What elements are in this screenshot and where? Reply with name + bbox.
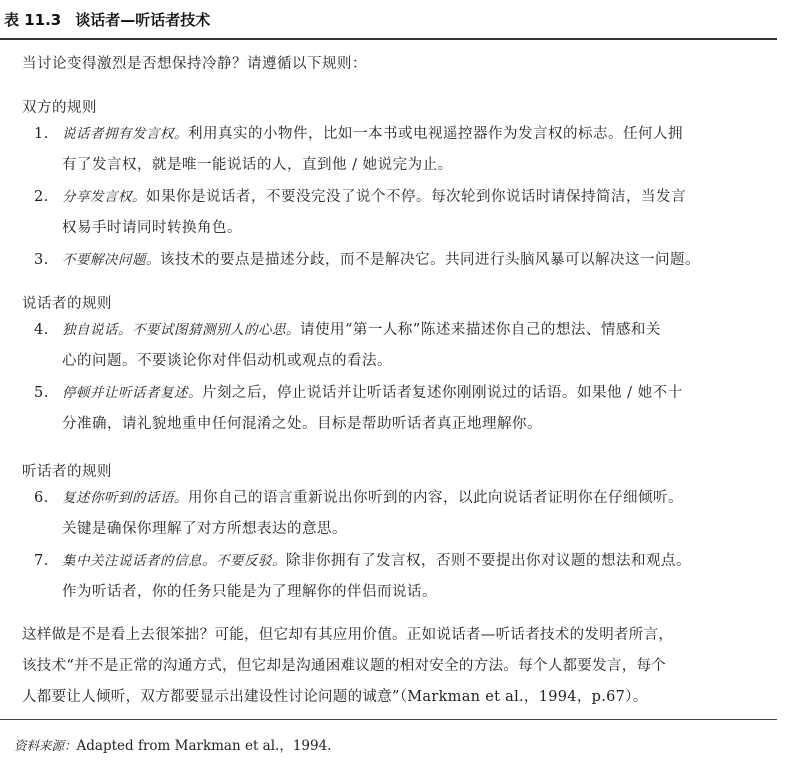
- intro-text: 当讨论变得激烈是否想保持冷静？请遵循以下规则：: [22, 56, 367, 72]
- table-title-row: [4, 6, 210, 32]
- closing-paragraph: [22, 620, 772, 713]
- rule-item: [34, 483, 769, 545]
- item-text: 如果你是说话者，不要没完没了说个不停。每次轮到你说话时请保持简洁，当发言: [146, 189, 686, 205]
- rule-item: [34, 315, 769, 377]
- rule-item: [34, 182, 769, 244]
- item-text: 片刻之后，停止说话并让听话者复述你刚刚说过的话语。如果他 / 她不十: [202, 385, 683, 401]
- item-number: 5.: [34, 385, 49, 401]
- section-heading-both: 双方的规则: [22, 100, 97, 116]
- item-text: 该技术的要点是描述分歧，而不是解决它。共同进行头脑风暴可以解决这一问题。: [160, 252, 700, 268]
- item-number: 3.: [34, 252, 49, 268]
- item-keyword: 独自说话。不要试图猜测别人的心思。: [62, 322, 300, 338]
- item-keyword: 集中关注说话者的信息。不要反驳。: [62, 553, 286, 569]
- item-text: 除非你拥有了发言权，否则不要提出你对议题的想法和观点。: [286, 553, 691, 569]
- section-heading-listener: 听话者的规则: [22, 464, 112, 480]
- rule-item: [34, 119, 769, 181]
- table-title: 谈话者—听话者技术: [75, 10, 211, 29]
- item-text: 利用真实的小物件，比如一本书或电视遥控器作为发言权的标志。任何人拥: [188, 126, 683, 142]
- item-text-cont: 有了发言权，就是唯一能说话的人，直到他 / 她说完为止。: [62, 157, 453, 173]
- rule-item: [34, 546, 769, 608]
- rule-item: [34, 245, 769, 276]
- item-keyword: 复述你听到的话语。: [62, 490, 188, 506]
- source-note: [14, 734, 331, 754]
- item-text-cont: 关键是确保你理解了对方所想表达的意思。: [62, 521, 347, 537]
- source-label: 资料来源：: [14, 738, 77, 753]
- item-text-cont: 分准确，请礼貌地重申任何混淆之处。目标是帮助听话者真正地理解你。: [62, 416, 542, 432]
- item-text-cont: 作为听话者，你的任务只能是为了理解你的伴侣而说话。: [62, 584, 437, 600]
- item-text: 请使用“第一人称”陈述来描述你自己的想法、情感和关: [300, 322, 661, 338]
- item-number: 1.: [34, 126, 49, 142]
- item-text-cont: 权易手时请同时转换角色。: [62, 220, 242, 236]
- item-number: 2.: [34, 189, 49, 205]
- item-keyword: 停顿并让听话者复述。: [62, 385, 202, 401]
- item-number: 4.: [34, 322, 49, 338]
- item-keyword: 分享发言权。: [62, 189, 146, 205]
- closing-line: 该技术“并不是正常的沟通方式，但它却是沟通困难议题的相对安全的方法。每个人都要发言，每个: [22, 658, 667, 674]
- item-text-cont: 心的问题。不要谈论你对伴侣动机或观点的看法。: [62, 353, 392, 369]
- bottom-rule: [0, 719, 777, 720]
- item-text: 用你自己的语言重新说出你听到的内容，以此向说话者证明你在仔细倾听。: [188, 490, 683, 506]
- top-rule: [0, 38, 777, 40]
- table-number: 表 11.3: [4, 10, 62, 29]
- item-number: 6.: [34, 490, 49, 506]
- item-keyword: 不要解决问题。: [62, 252, 160, 268]
- source-text: Adapted from Markman et al.，1994.: [76, 738, 332, 754]
- item-number: 7.: [34, 553, 49, 569]
- section-heading-speaker: 说话者的规则: [22, 296, 112, 312]
- rule-item: [34, 378, 769, 440]
- closing-line: 这样做是不是看上去很笨拙？可能，但它却有其应用价值。正如说话者—听话者技术的发明者所言，: [22, 627, 674, 643]
- closing-line: 人都要让人倾听，双方都要显示出建设性讨论问题的诚意”（Markman et al.，1994，p.67）。: [22, 689, 648, 705]
- item-keyword: 说话者拥有发言权。: [62, 126, 188, 142]
